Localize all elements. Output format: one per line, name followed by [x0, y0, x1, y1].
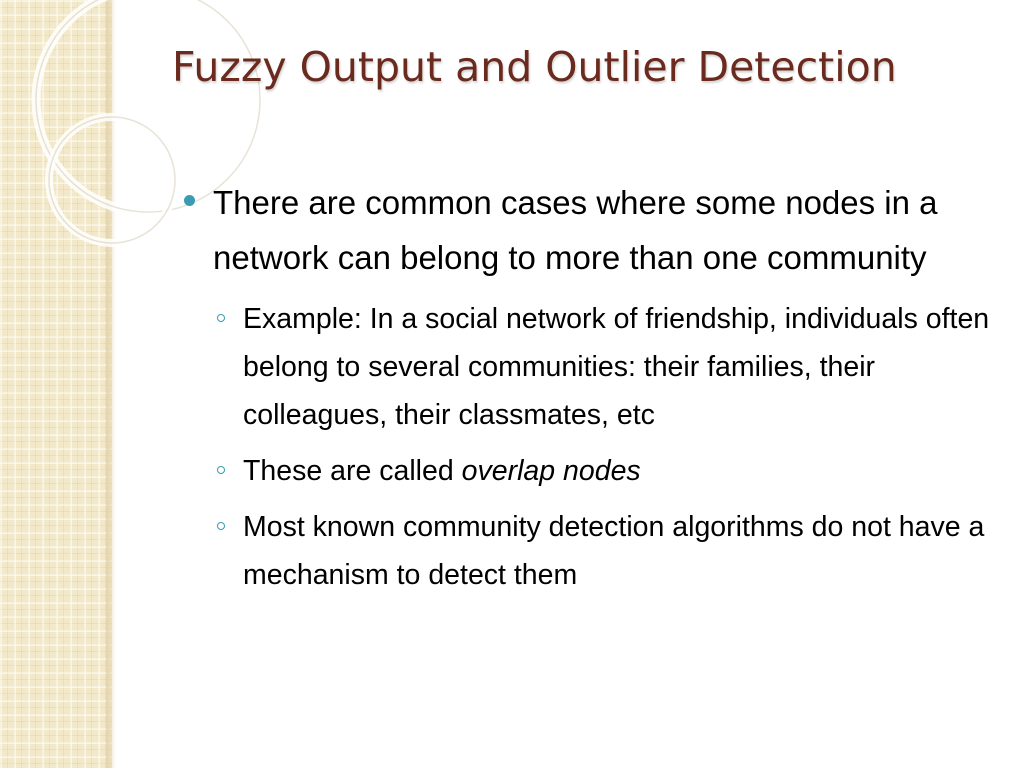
sub-bullet-item	[180, 295, 990, 439]
hollow-circle-icon	[217, 466, 225, 474]
sub-bullet-text: Most known community detection algorithms do not have a mechanism to detect them	[243, 511, 985, 591]
bullet-text: There are common cases where some nodes in a network can belong to more than one community	[213, 184, 938, 276]
sub-bullet-item	[180, 447, 990, 495]
bullet-item	[180, 175, 990, 285]
sub-bullet-text-prefix: These are called	[243, 455, 462, 487]
sub-bullet-item	[180, 503, 990, 599]
hollow-circle-icon	[217, 314, 225, 322]
sub-bullet-text: Example: In a social network of friendship, individuals often belong to several communities: their families, their colleagues, their classmates, etc	[243, 303, 990, 431]
hollow-circle-icon	[217, 522, 225, 530]
sub-bullet-list	[180, 295, 990, 599]
slide-title: Fuzzy Output and Outlier Detection	[172, 43, 897, 91]
filled-circle-icon	[184, 195, 195, 206]
bullet-list	[180, 175, 990, 607]
emphasis-term: overlap nodes	[461, 455, 641, 487]
